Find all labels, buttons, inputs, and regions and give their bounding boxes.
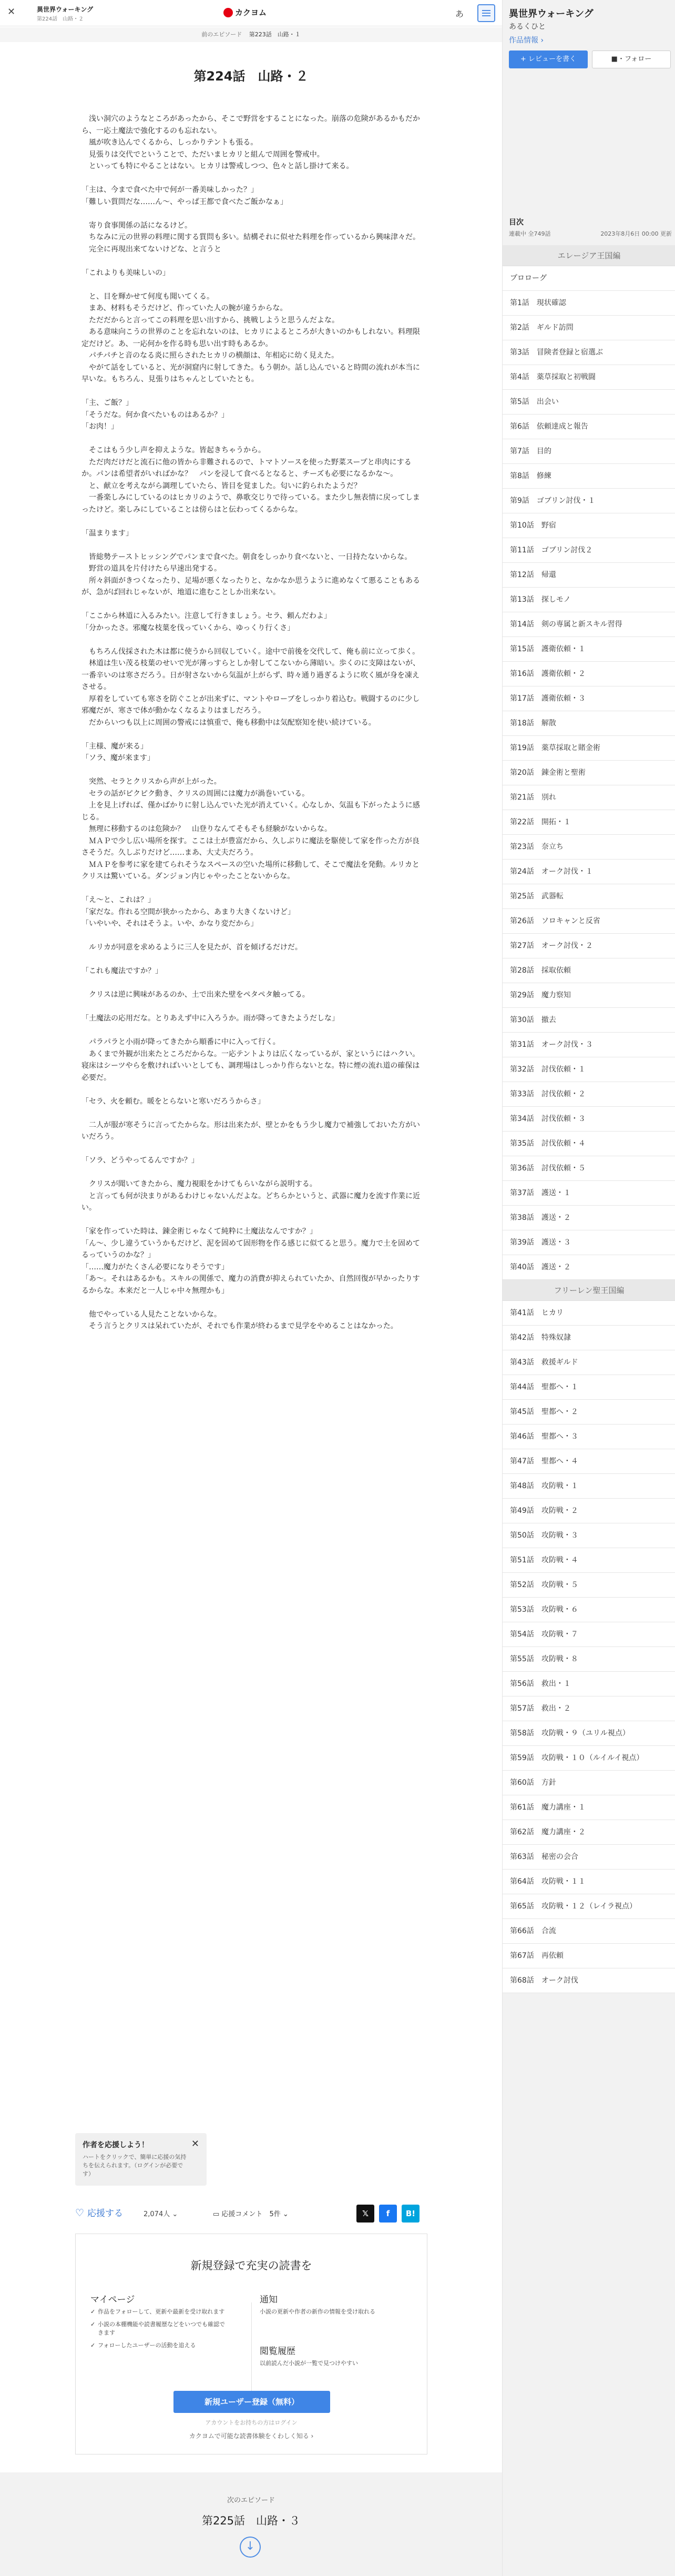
toc-section-heading: フリーレン聖王国編 [503, 1280, 675, 1301]
paragraph: 「え～と、これは？」 [81, 896, 155, 904]
signup-benefit-item: ✓ フォローしたユーザーの活動を追える [90, 2341, 227, 2350]
blank-line [81, 208, 423, 220]
paragraph: パラパラと小雨が降ってきたから順番に中に入って行く。 [81, 1038, 280, 1046]
blank-line [81, 539, 423, 551]
paragraph: 「ソラ、魔が来ます」 [81, 754, 155, 762]
toc-episode-item[interactable]: 第57話 救出・２ [503, 1696, 675, 1721]
comment-icon: ▭ [213, 2210, 222, 2218]
paragraph: 厚着をしていても寒さを防ぐことが出来ずに、マントやローブをしっかり着込む。戦闘するのに少し邪魔だが、寒さで体が動かなくなるよりはましだろう。 [81, 694, 420, 715]
toc-episode-item[interactable]: 第63話 秘密の会合 [503, 1845, 675, 1870]
toc-episode-item[interactable]: 第30話 撤去 [503, 1008, 675, 1033]
toc-episode-item[interactable]: 第39話 護送・３ [503, 1230, 675, 1255]
paragraph: そこはもう少し声を抑えような。皆起きちゃうから。 [81, 446, 265, 454]
paragraph: クリスは逆に興味があるのか、土で出来た壁をペタペタ触ってる。 [81, 991, 310, 999]
paragraph: 「ここから林道に入るみたい。注意して行きましょう。セラ、頼んだわよ」 [81, 612, 331, 620]
paragraph: 「お肉！」 [81, 422, 118, 431]
toc-episode-item[interactable]: 第20話 錬金術と聖術 [503, 761, 675, 785]
blank-line [81, 173, 423, 185]
cheer-row [75, 2201, 427, 2223]
toc-episode-item[interactable]: 第38話 護送・２ [503, 1206, 675, 1230]
blank-line [81, 1084, 423, 1096]
blank-line [81, 1025, 423, 1037]
paragraph: 「難しい質問だな……ん～、やっぱ王都で食べたご飯かなぁ」 [81, 197, 288, 206]
paragraph: 「主は、今まで食べた中で何が一番美味しかった？」 [81, 186, 258, 194]
toc-episode-item[interactable]: 第50話 攻防戦・３ [503, 1523, 675, 1548]
blank-line [81, 1107, 423, 1119]
toc-episode-item[interactable]: 第19話 薬草採取と賭金術 [503, 736, 675, 761]
paragraph: 「これよりも美味しいの」 [81, 268, 170, 277]
toc-episode-item[interactable]: 第31話 オーク討伐・３ [503, 1033, 675, 1057]
toc-episode-item[interactable]: 第6話 依頼達成と報告 [503, 415, 675, 439]
cheer-tooltip [75, 2133, 207, 2186]
font-settings-icon[interactable]: あ [455, 9, 464, 19]
paragraph: セラの話がピクピク動き、クリスの周囲には魔力が渦巻いている。 [81, 789, 310, 798]
episode-title: 第224話 山路・２ [193, 69, 309, 84]
arrow-down-icon[interactable]: ↓ [240, 2537, 261, 2558]
toc-episode-item[interactable]: 第61話 魔力講座・１ [503, 1795, 675, 1820]
toc-episode-item[interactable]: 第12話 帰還 [503, 563, 675, 588]
blank-line [81, 977, 423, 989]
paragraph: ちなみに元の世界の料理に関する質問も多い。結構それに似せた料理を作っているから興味津々だ。 [81, 233, 420, 241]
toc-episode-item[interactable]: 第32話 討伐依頼・１ [503, 1057, 675, 1082]
paragraph: まあ、材料もそうだけど、作っていた人の腕が違うからな。 [81, 304, 288, 312]
sidebar-author[interactable]: あるくひと [509, 23, 546, 31]
signup-mypage-list [90, 2308, 227, 2354]
prev-episode-bar[interactable] [0, 27, 502, 42]
prev-episode-title[interactable]: 第223話 山路・１ [249, 31, 301, 38]
paragraph: 二人が服が寒そうに言ってたからな。形は出来たが、壁とかをもう少し魔力で補強しておいた方がいいだろう。 [81, 1120, 420, 1141]
blank-line [81, 954, 423, 966]
toc-episode-item[interactable]: 第44話 聖都へ・１ [503, 1375, 675, 1400]
paragraph: と、目を輝かせて何度も聞いてくる。 [81, 292, 214, 301]
toc-episode-item[interactable]: 第68話 オーク討伐 [503, 1968, 675, 1993]
share-x-button[interactable] [356, 2205, 374, 2223]
paragraph: 「温まります」 [81, 529, 133, 538]
work-info-link[interactable]: 作品情報 › [509, 36, 544, 45]
toc-section-heading: エレージア王国編 [503, 245, 675, 266]
toc-episode-item[interactable]: 第46話 聖都へ・３ [503, 1425, 675, 1449]
signup-benefit-item: ✓ 小説の本棚機能や読書履歴などをいつでも確認できます [90, 2320, 227, 2337]
blank-line [81, 516, 423, 528]
reader-header [0, 0, 502, 26]
cheer-comment-label: 応援コメント [221, 2210, 263, 2218]
episode-list [503, 245, 675, 1993]
toc-episode-item[interactable]: 第35話 討伐依頼・４ [503, 1132, 675, 1156]
paragraph: ルリカが同意を求めるように三人を見たが、首を傾げるだけだ。 [81, 943, 302, 952]
paragraph: 「主、ご飯？」 [81, 399, 133, 407]
blank-line [81, 1167, 423, 1179]
toc-episode-item[interactable]: 第45話 聖都へ・２ [503, 1400, 675, 1425]
paragraph: 完全に再現出来てないけどな、と言うと [81, 245, 221, 254]
toc-episode-item[interactable]: 第13話 探しモノ [503, 588, 675, 612]
menu-icon [482, 13, 490, 14]
toc-episode-item[interactable]: 第40話 護送・２ [503, 1255, 675, 1280]
toc-episode-item[interactable]: 第18話 解散 [503, 711, 675, 736]
paragraph: 上を見上げれば、僅かばかりに射し込んでいた光が消えていく。心なしか、気温も下がったように感じる。 [81, 801, 420, 822]
sidebar-work-title[interactable]: 異世界ウォーキング [509, 8, 594, 19]
paragraph: 「そうだな。何か食べたいものはあるか？」 [81, 410, 229, 419]
cheer-comment-count: 5件 [269, 2210, 281, 2218]
blank-line [81, 1297, 423, 1309]
toc-episode-item[interactable]: 第66話 合流 [503, 1919, 675, 1944]
signup-mypage-heading: マイページ [90, 2295, 135, 2305]
toc-episode-item[interactable]: 第14話 剣の専属と新スキル習得 [503, 612, 675, 637]
logo-text: カクヨム [235, 8, 267, 17]
paragraph: 皆総勢テーストヒッシングでパンまで食べた。朝食をしっかり食べないと、一日持たないからな。 [81, 552, 412, 561]
paragraph: 見張りは交代でということで、ただいまヒカリと組んで周囲を警戒中。 [81, 150, 324, 159]
hatena-logo-icon: B! [405, 2209, 416, 2218]
toc-episode-item[interactable]: 第4話 薬草採取と初戦闘 [503, 365, 675, 390]
x-logo-icon: 𝕏 [362, 2209, 369, 2218]
toc-episode-item[interactable]: 第25話 武器転 [503, 884, 675, 909]
paragraph: 「これも魔法ですか？」 [81, 967, 162, 975]
toc-episode-item[interactable]: 第16話 護衛依頼・２ [503, 662, 675, 686]
paragraph: ＭＡＰで少し広い場所を探す。ここは土が豊富だから、久しぶりに魔法を駆使して家を作った方が良さそうだ。久しぶりだけど……まあ、大丈夫だろう。 [81, 836, 420, 857]
paragraph: 風が吹き込んでくるから、しっかりテントも張る。 [81, 138, 258, 147]
blank-line [81, 1214, 423, 1226]
paragraph: 「家を作っていた時は、錬金術じゃなくて純粋に土魔法なんですか？」 [81, 1227, 317, 1236]
paragraph: 他でやっている人見たことないからな。 [81, 1310, 221, 1319]
blank-line [81, 729, 423, 741]
toc-episode-item[interactable]: 第27話 オーク討伐・２ [503, 934, 675, 958]
signup-promo [75, 2234, 427, 2454]
paragraph: そう言うとクリスは呆れていたが、それでも作業が終わるまで見学をやめることはなかった。 [81, 1322, 398, 1330]
toc-episode-item[interactable]: 第22話 開拓・１ [503, 810, 675, 835]
paragraph: 寄り食事関係の話になるけど。 [81, 221, 192, 230]
signup-notify-text: 小説の更新や作者の新作の情報を受け取れる [260, 2308, 375, 2315]
toc-episode-item[interactable]: プロローグ [503, 266, 675, 291]
paragraph: パチパチと音のなる炎に照らされたヒカリの横顔は、年相応に幼く見えた。 [81, 351, 339, 360]
blank-line [81, 1143, 423, 1155]
tooltip-title: 作者を応援しよう！ [83, 2141, 149, 2149]
paragraph: 「ソラ、どうやってるんですか？」 [81, 1156, 199, 1165]
blank-line [81, 255, 423, 267]
chevron-down-icon: ⌄ [172, 2210, 178, 2218]
paragraph: だからいつも以上に周囲の警戒には慎重で、俺も移動中は気配察知を使い続けている。 [81, 718, 376, 727]
toc-episode-item[interactable]: 第55話 攻防戦・８ [503, 1647, 675, 1672]
toc-episode-item[interactable]: 第42話 特殊奴隷 [503, 1326, 675, 1350]
toc-episode-item[interactable]: 第10話 野宿 [503, 513, 675, 538]
chevron-down-icon: ⌄ [282, 2210, 289, 2218]
toc-episode-item[interactable]: 第34話 討伐依頼・３ [503, 1107, 675, 1132]
paragraph: 「いやいや、それはそうよ。いや、かなり変だから」 [81, 920, 258, 928]
paragraph: 林道は生い茂る枝葉のせいで光が薄っすらとしか射してこないから薄暗い。歩くのに支障はないが、一番辛いのは寒さだろう。日が射さないから気温が上がらず、時々通り過ぎるように吹く風が身を凍えさせる。 [81, 659, 420, 691]
blank-line [81, 764, 423, 776]
paragraph: 「あ～。それはあるかも。スキルの関係で、魔力の消費が抑えられていたか、自然回復が早かったりするからな。本来だと一人じゃ中々無理かも」 [81, 1275, 420, 1295]
toc-episode-item[interactable]: 第21話 別れ [503, 785, 675, 810]
blank-line [81, 930, 423, 942]
blank-line [81, 433, 423, 445]
heart-icon: ♡ [75, 2207, 85, 2219]
cheer-count[interactable] [144, 2208, 178, 2218]
toc-episode-item[interactable]: 第33話 討伐依頼・２ [503, 1082, 675, 1107]
signup-title: 新規登録で充実の読書を [190, 2259, 312, 2272]
signup-notify-heading: 通知 [260, 2295, 278, 2305]
logo-mark-icon [223, 8, 233, 17]
paragraph: 所々斜面がきつくなったり、足場が悪くなったりと、なかなか思うように進めなくて悪ることもあるが、急がば回れじゃないが、地道に進むことしか出来ない。 [81, 576, 420, 597]
toc-episode-item[interactable]: 第41話 ヒカリ [503, 1301, 675, 1326]
toc-episode-item[interactable]: 第24話 オーク討伐・１ [503, 860, 675, 884]
share-hatena-button[interactable] [402, 2205, 420, 2223]
signup-benefit-item: ✓ 作品をフォローして、更新や最新を受け取れます [90, 2308, 227, 2316]
paragraph: 「分かったさ。邪魔な枝葉を伐っていくから、ゆっくり行くさ」 [81, 623, 295, 632]
login-link[interactable]: アカウントをお持ちの方はログイン [205, 2419, 298, 2426]
paragraph: 「セラ、火を頼む。暖をとらないと寒いだろうからさ」 [81, 1097, 265, 1106]
signup-button[interactable]: 新規ユーザー登録（無料） [173, 2391, 330, 2413]
toc-episode-item[interactable]: 第3話 冒険者登録と宿選ぶ [503, 340, 675, 365]
toc-episode-item[interactable]: 第53話 攻防戦・６ [503, 1598, 675, 1622]
toc-episode-item[interactable]: 第51話 攻防戦・４ [503, 1548, 675, 1573]
toc-sidebar [502, 0, 675, 2576]
paragraph: 「主様、魔が来る」 [81, 742, 148, 751]
toc-episode-item[interactable]: 第8話 修練 [503, 464, 675, 489]
header-work-title[interactable]: 異世界ウォーキング [37, 6, 94, 13]
toc-episode-item[interactable]: 第2話 ギルド訪問 [503, 316, 675, 340]
paragraph: あくまで外観が出来たところだからな。一応テントよりは広くなっているが、家というにはハクい。寝床はシーツやらを敷ければいいとしても、調理場はしっかり作らないとな。特に煙の流れ道の確保は必要だ。 [81, 1049, 420, 1082]
toc-episode-item[interactable]: 第7話 目的 [503, 439, 675, 464]
paragraph: クリスが聞いてきたから、魔力視眼をかけてもらいながら説明する。 [81, 1180, 317, 1188]
learn-more-link[interactable]: カクヨムで可能な読書体験をくわしく知る › [189, 2432, 314, 2440]
close-icon[interactable]: ✕ [7, 6, 16, 17]
paragraph: 「土魔法の応用だな。とりあえず中に入ろうか。雨が降ってきたようだしな」 [81, 1014, 339, 1023]
paragraph: と、献立を考えながら調理していたら、皆目を覚ました。匂いに釣られたようだ？ [81, 481, 361, 490]
paragraph: ある意味向こうの世界のことを忘れないのは、ヒカリによるところが大きいのかもしれない。料理限定だけど。あ、一応何かを作る時も思い出す時もあるか。 [81, 328, 420, 348]
paragraph: 「家だな。作れる空間が狭かったから、あまり大きくないけど」 [81, 907, 295, 916]
signup-history-text: 以前読んだ小説が一覧で見つけやすい [260, 2360, 358, 2367]
toc-episode-item[interactable]: 第65話 攻防戦・１２（レイラ視点） [503, 1894, 675, 1919]
cheer-comment-link[interactable] [213, 2208, 289, 2218]
episode-body [81, 113, 423, 1332]
next-episode-box[interactable] [0, 2472, 502, 2576]
signup-divider [251, 2302, 252, 2397]
paragraph: ただ肉だけだと流石に他の皆から非難されるので、トマトソースを使った野菜スープと串肉にするか。パンは希望者がいればかな？ パンを浸して食べるとなると、チーズも必要になるかな～。 [81, 458, 412, 478]
blank-line [81, 1001, 423, 1013]
blank-line [81, 386, 423, 398]
toc-episode-item[interactable]: 第60話 方針 [503, 1771, 675, 1795]
paragraph: 「……魔力がたくさん必要になりそうです」 [81, 1262, 229, 1271]
toc-meta [509, 229, 672, 238]
toc-heading: 目次 [509, 218, 524, 227]
header-episode-title: 第224話 山路・２ [37, 16, 84, 22]
toc-episode-item[interactable]: 第26話 ソロキャンと反省 [503, 909, 675, 934]
blank-line [81, 634, 423, 646]
site-logo[interactable] [223, 7, 267, 18]
blank-line [81, 883, 423, 895]
toc-episode-item[interactable]: 第29話 魔力察知 [503, 983, 675, 1008]
prev-episode-label: 前のエピソード [201, 31, 242, 38]
toc-episode-item[interactable]: 第56話 救出・１ [503, 1672, 675, 1696]
toc-episode-item[interactable]: 第64話 攻防戦・１１ [503, 1870, 675, 1894]
follow-button[interactable]: ■・フォロー [592, 50, 671, 68]
close-icon[interactable]: ✕ [191, 2138, 199, 2149]
paragraph: やがて話をしていると、光が洞窟内に射してきた。もう朝か。話し込んでいると時間の流れが本当に早いな。もちろん、見張りはちゃんとしていたとも。 [81, 363, 420, 383]
blank-line [81, 599, 423, 611]
toc-episode-item[interactable]: 第15話 護衛依頼・１ [503, 637, 675, 662]
toc-episode-item[interactable]: 第52話 攻防戦・５ [503, 1573, 675, 1598]
toc-status: 連載中 全749話 [509, 230, 551, 237]
paragraph: 一番楽しみにしているのはヒカリのようで、鼻歌交じりで待っている。また少し無表情に戻ってしまったけど。楽しみにしていることは傍らはと伝わってくるからな。 [81, 493, 420, 514]
toc-episode-item[interactable]: 第59話 攻防戦・１０（ルイルイ視点） [503, 1746, 675, 1771]
paragraph: ＭＡＰを参考に家を建てられそうなスペースの空いた場所に移動して、そこで魔法を発動。ルリカとクリスは驚いている。ダンジョン内じゃやったことないからな。 [81, 860, 420, 881]
toc-episode-item[interactable]: 第9話 ゴブリン討伐・１ [503, 489, 675, 513]
toc-episode-item[interactable]: 第58話 攻防戦・９（ユリル視点） [503, 1721, 675, 1746]
toc-episode-item[interactable]: 第11話 ゴブリン討伐２ [503, 538, 675, 563]
cheer-button-label: 応援する [87, 2208, 124, 2219]
write-review-button[interactable]: + レビューを書く [509, 50, 588, 68]
paragraph: と言っても何が決まりがあるわけじゃないんだよな。どちらかというと、武器に魔力を流す作業に近い。 [81, 1191, 420, 1212]
toc-episode-item[interactable]: 第43話 救援ギルド [503, 1350, 675, 1375]
paragraph: 野営の道具を片付けたら早速出発する。 [81, 564, 221, 573]
toc-episode-item[interactable]: 第5話 出会い [503, 390, 675, 415]
toc-episode-item[interactable]: 第37話 護送・１ [503, 1181, 675, 1206]
paragraph: ただだからと言ってこの料理を思い出すから、挑戦しようと思うんだよな。 [81, 316, 339, 325]
toc-episode-item[interactable]: 第28話 採取依頼 [503, 958, 675, 983]
toc-episode-item[interactable]: 第54話 攻防戦・７ [503, 1622, 675, 1647]
toc-updated: 2023年8月6日 00:00 更新 [600, 230, 672, 237]
paragraph: 突然、セラとクリスから声が上がった。 [81, 777, 221, 786]
cheer-count-value: 2,074人 [144, 2210, 170, 2218]
paragraph: もちろん伐採された木は都に使うから回収していく。途中で前後を交代して、俺も前に立って歩く。 [81, 647, 420, 656]
toc-episode-item[interactable]: 第23話 奈立ち [503, 835, 675, 860]
blank-line [81, 279, 423, 291]
next-episode-label: 次のエピソード [227, 2497, 275, 2504]
cheer-button[interactable] [75, 2206, 123, 2219]
paragraph: 無理に移動するのは危険か？ 山登りなんてそもそも経験がないからな。 [81, 825, 332, 833]
signup-history-heading: 閲覧履歴 [260, 2346, 295, 2357]
toc-toggle-button[interactable] [477, 4, 495, 22]
paragraph: 「ん～、少し違うていうかもだけど、泥を固めて固形物を作る感じに似てると思う。魔力で土を固めてるっていうのかな？」 [81, 1239, 420, 1259]
facebook-logo-icon: f [386, 2209, 390, 2218]
share-facebook-button[interactable] [379, 2205, 397, 2223]
tooltip-body: ハートをクリックで、簡単に応援の気持ちを伝えられます。（ログインが必要です） [83, 2154, 187, 2177]
toc-episode-item[interactable]: 第17話 護衛依頼・３ [503, 686, 675, 711]
toc-episode-item[interactable]: 第62話 魔力講座・２ [503, 1820, 675, 1845]
paragraph: 浅い洞穴のようなところがあったから、そこで野営をすることになった。崩落の危険があるかもだから、一応土魔法で強化するのも忘れない。 [81, 115, 420, 135]
paragraph: といっても特にやることはない。ヒカリは警戒しつつ、色々と話し掛けて来る。 [81, 162, 354, 170]
toc-episode-item[interactable]: 第49話 攻防戦・２ [503, 1499, 675, 1523]
next-episode-title[interactable]: 第225話 山路・３ [201, 2514, 301, 2527]
toc-episode-item[interactable]: 第67話 再依頼 [503, 1944, 675, 1968]
toc-episode-item[interactable]: 第48話 攻防戦・１ [503, 1474, 675, 1499]
toc-episode-item[interactable]: 第1話 現状確認 [503, 291, 675, 316]
toc-episode-item[interactable]: 第36話 討伐依頼・５ [503, 1156, 675, 1181]
toc-episode-item[interactable]: 第47話 聖都へ・４ [503, 1449, 675, 1474]
